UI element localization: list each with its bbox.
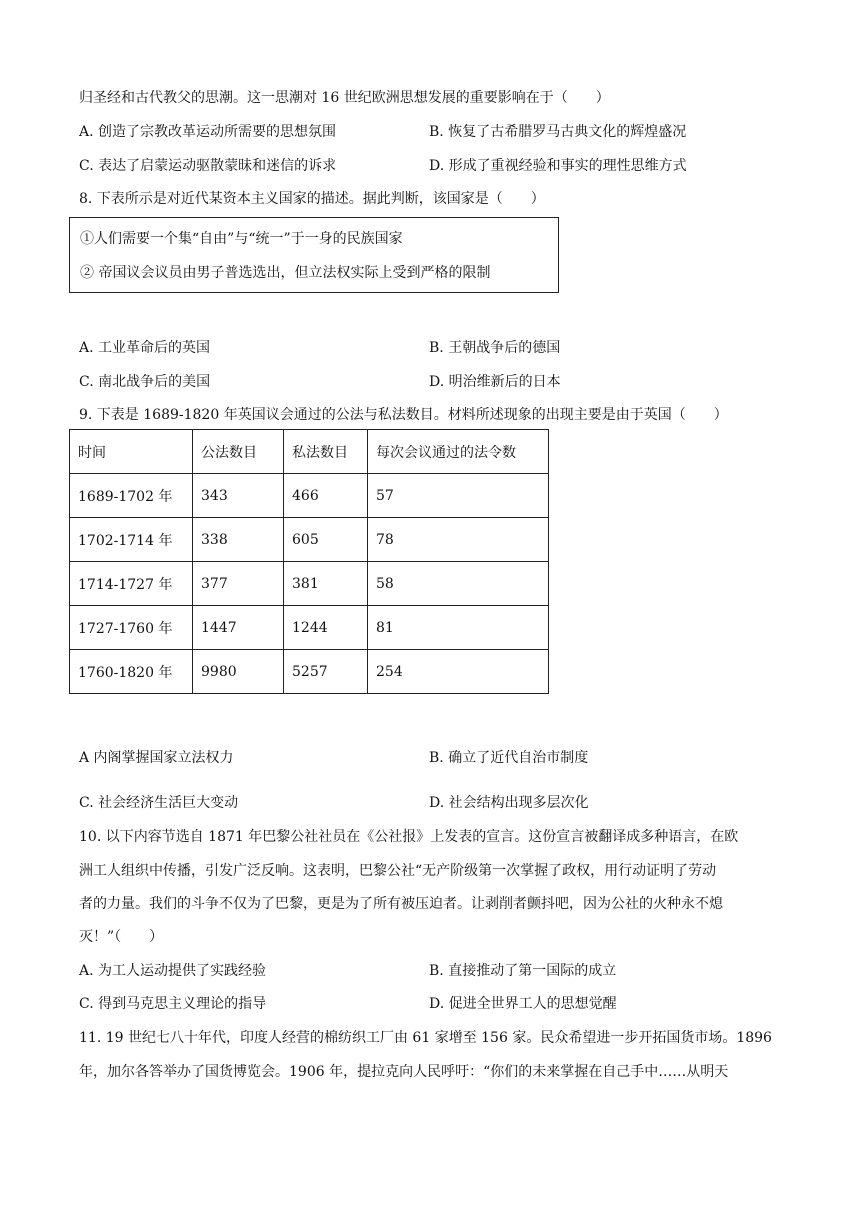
table-cell: 81 — [368, 606, 549, 650]
table-cell: 338 — [193, 518, 284, 562]
q10-line-4: 灭！”（ ） — [79, 929, 164, 945]
q11-line-1: 11. 19 世纪七八十年代，印度人经营的棉纺织工厂由 61 家增至 156 家。民众希望进一步开拓国货市场。1896 — [79, 1030, 772, 1046]
table-cell: 9980 — [193, 650, 284, 694]
q9-option-d: D. 社会结构出现多层次化 — [429, 795, 589, 811]
table-row — [70, 474, 549, 518]
table-header-cell: 公法数目 — [193, 430, 284, 474]
q8-option-d: D. 明治维新后的日本 — [429, 374, 561, 390]
q10-line-1: 10. 以下内容节选自 1871 年巴黎公社社员在《公社报》上发表的宣言。这份宣言被翻译成多种语言，在欧 — [79, 829, 739, 845]
q8-option-c: C. 南北战争后的美国 — [79, 374, 211, 390]
table-cell: 605 — [284, 518, 368, 562]
q9-table — [69, 429, 549, 694]
q11-line-2: 年，加尔各答举办了国货博览会。1906 年，提拉克向人民呼吁：“你们的未来掌握在自己手中……从明天 — [79, 1064, 729, 1080]
q8-option-b: B. 王朝战争后的德国 — [429, 340, 561, 356]
table-cell: 1727-1760 年 — [70, 606, 193, 650]
q8-stem: 8. 下表所示是对近代某资本主义国家的描述。据此判断，该国家是（ ） — [79, 191, 545, 207]
table-cell: 1244 — [284, 606, 368, 650]
q7-option-d: D. 形成了重视经验和事实的理性思维方式 — [429, 158, 687, 174]
table-cell: 377 — [193, 562, 284, 606]
table-header-cell: 每次会议通过的法令数 — [368, 430, 549, 474]
q9-stem: 9. 下表是 1689-1820 年英国议会通过的公法与私法数目。材料所述现象的出现主要是由于英国（ ） — [79, 407, 728, 423]
table-cell: 1714-1727 年 — [70, 562, 193, 606]
table-cell: 466 — [284, 474, 368, 518]
q10-option-d: D. 促进全世界工人的思想觉醒 — [429, 996, 617, 1012]
q8-box-line-2: ② 帝国议会议员由男子普选选出，但立法权实际上受到严格的限制 — [80, 265, 491, 281]
table-cell: 381 — [284, 562, 368, 606]
table-cell: 1447 — [193, 606, 284, 650]
table-cell: 1760-1820 年 — [70, 650, 193, 694]
table-header-cell: 私法数目 — [284, 430, 368, 474]
q7-option-a: A. 创造了宗教改革运动所需要的思想氛围 — [79, 124, 337, 140]
q10-option-c: C. 得到马克思主义理论的指导 — [79, 996, 267, 1012]
table-row — [70, 562, 549, 606]
q7-stem: 归圣经和古代教父的思潮。这一思潮对 16 世纪欧洲思想发展的重要影响在于（ ） — [79, 90, 610, 106]
q7-option-b: B. 恢复了古希腊罗马古典文化的辉煌盛况 — [429, 124, 687, 140]
q10-option-b: B. 直接推动了第一国际的成立 — [429, 963, 617, 979]
q8-box-line-1: ①人们需要一个集“自由”与“统一”于一身的民族国家 — [80, 231, 403, 247]
q7-option-c: C. 表达了启蒙运动驱散蒙昧和迷信的诉求 — [79, 158, 337, 174]
q10-option-a: A. 为工人运动提供了实践经验 — [79, 963, 267, 979]
q9-option-b: B. 确立了近代自治市制度 — [429, 750, 589, 766]
table-cell: 1689-1702 年 — [70, 474, 193, 518]
table-cell: 254 — [368, 650, 549, 694]
q8-material-box — [69, 217, 559, 293]
table-cell: 1702-1714 年 — [70, 518, 193, 562]
table-cell: 58 — [368, 562, 549, 606]
table-cell: 78 — [368, 518, 549, 562]
table-row — [70, 606, 549, 650]
q9-option-c: C. 社会经济生活巨大变动 — [79, 795, 239, 811]
table-cell: 5257 — [284, 650, 368, 694]
table-row — [70, 650, 549, 694]
q10-line-2: 洲工人组织中传播，引发广泛反响。这表明，巴黎公社“无产阶级第一次掌握了政权，用行动证明了劳动 — [79, 863, 717, 879]
table-cell: 57 — [368, 474, 549, 518]
table-cell: 343 — [193, 474, 284, 518]
q8-option-a: A. 工业革命后的英国 — [79, 340, 211, 356]
table-header-cell: 时间 — [70, 430, 193, 474]
table-row — [70, 518, 549, 562]
table-header-row — [70, 430, 549, 474]
q9-option-a: A 内阁掌握国家立法权力 — [79, 750, 234, 766]
q10-line-3: 者的力量。我们的斗争不仅为了巴黎，更是为了所有被压迫者。让剥削者颤抖吧，因为公社的火种永不熄 — [79, 896, 723, 912]
